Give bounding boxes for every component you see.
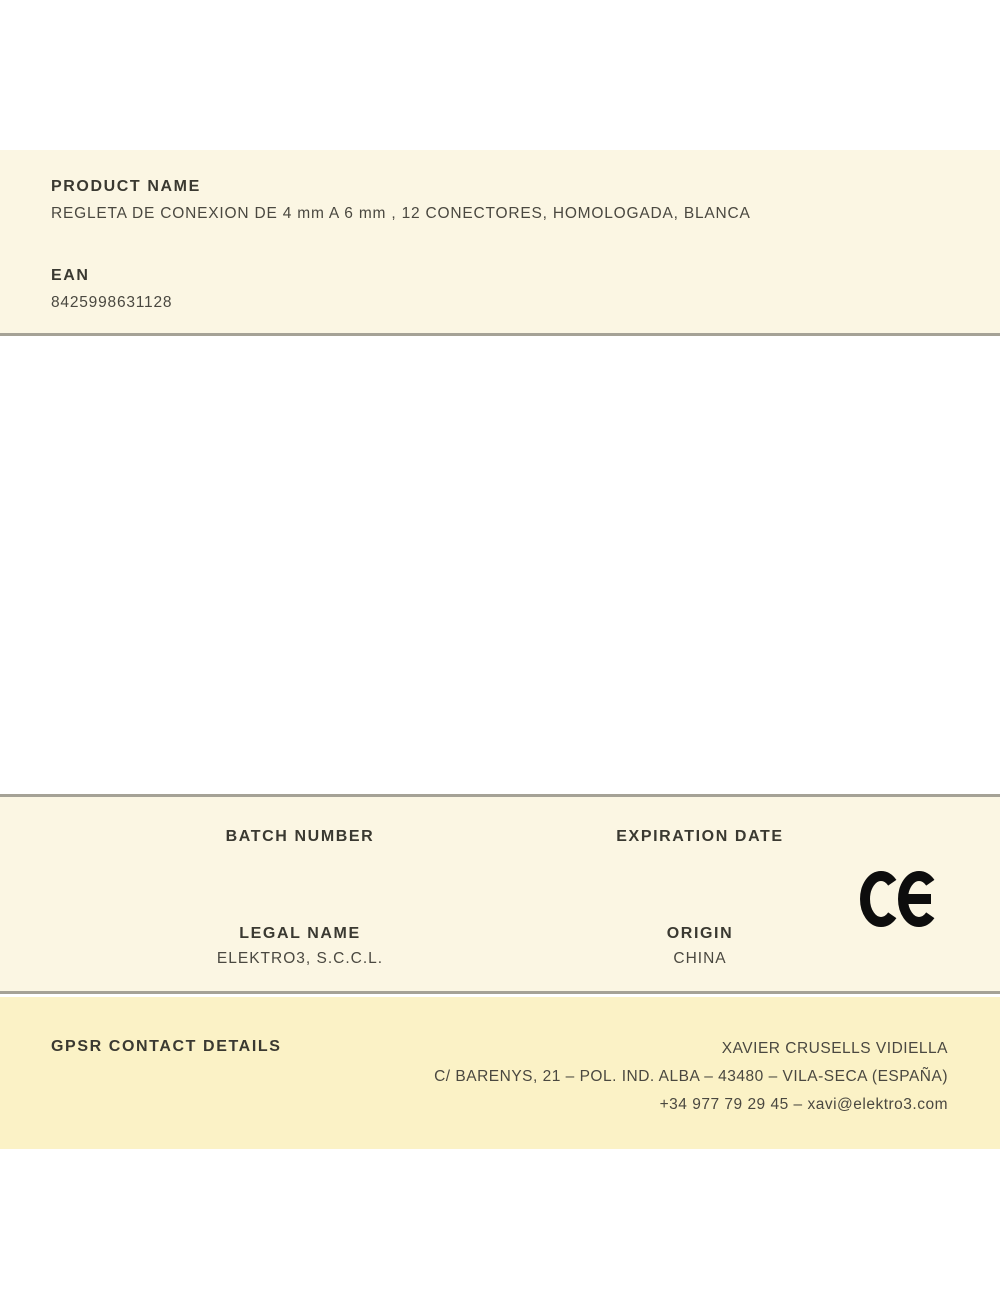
gpsr-contact-section (0, 997, 1000, 1149)
legal-name-field (100, 924, 500, 968)
expiration-date-label: EXPIRATION DATE (616, 828, 784, 845)
gpsr-contact-phone-email: +34 977 79 29 45 – xavi@elektro3.com (659, 1096, 948, 1113)
legal-name-label: LEGAL NAME (239, 925, 361, 942)
ean-value: 8425998631128 (51, 294, 173, 311)
traceability-row-1 (100, 827, 1000, 852)
traceability-row-2 (100, 924, 1000, 968)
origin-label: ORIGIN (666, 925, 734, 942)
expiration-date-field (500, 827, 900, 852)
product-info-section (0, 150, 1000, 336)
traceability-section (0, 794, 1000, 994)
ce-mark-icon (860, 869, 940, 929)
product-name-value: REGLETA DE CONEXION DE 4 mm A 6 mm , 12 CONECTORES, HOMOLOGADA, BLANCA (51, 205, 751, 222)
batch-number-label: BATCH NUMBER (225, 828, 375, 845)
ean-label: EAN (51, 267, 90, 284)
legal-name-value: ELEKTRO3, S.C.C.L. (216, 950, 384, 967)
gpsr-contact-name: XAVIER CRUSELLS VIDIELLA (721, 1040, 948, 1057)
origin-field (500, 924, 900, 968)
batch-number-field (100, 827, 500, 852)
origin-value: CHINA (673, 950, 727, 967)
gpsr-contact-address: C/ BARENYS, 21 – POL. IND. ALBA – 43480 – VILA-SECA (ESPAÑA) (434, 1068, 948, 1085)
product-name-label: PRODUCT NAME (51, 178, 201, 195)
gpsr-contact-title: GPSR CONTACT DETAILS (51, 1038, 282, 1055)
gpsr-contact-block (434, 1035, 948, 1119)
